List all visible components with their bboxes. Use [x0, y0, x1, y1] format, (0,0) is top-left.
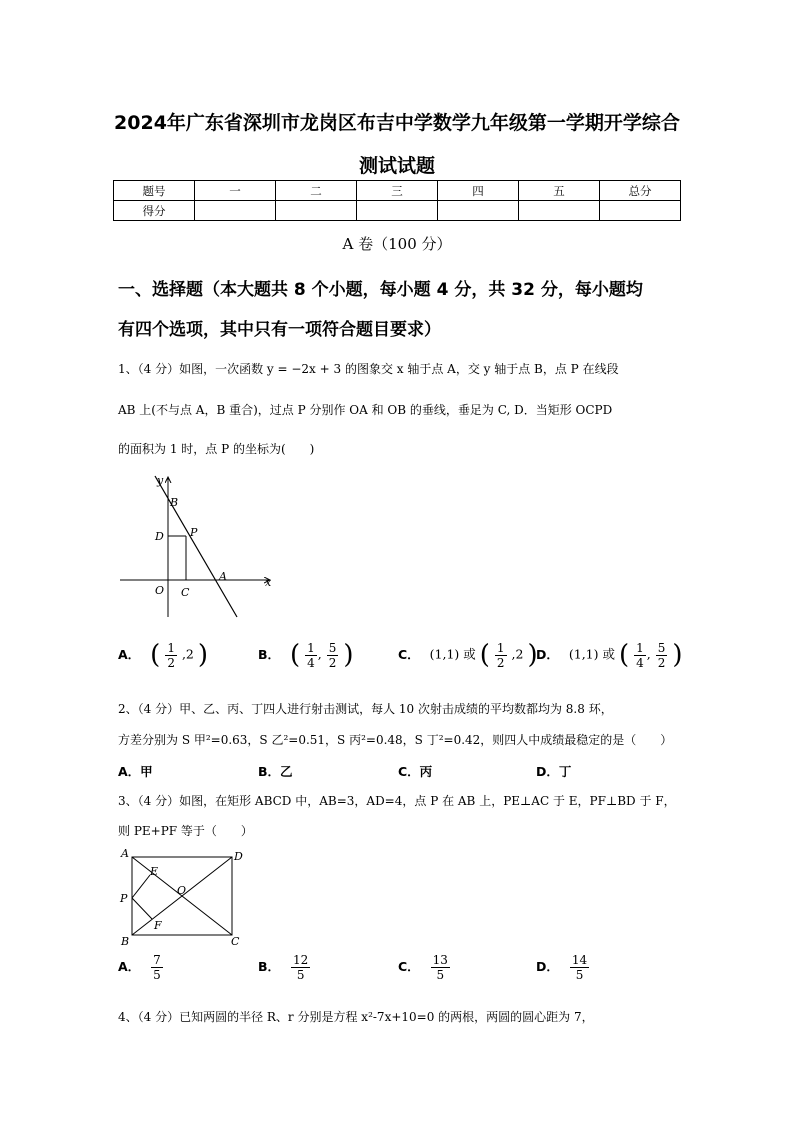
score-col-1: 一	[195, 181, 276, 201]
score-col-5: 五	[519, 181, 600, 201]
q1-figure	[115, 472, 280, 622]
q1-line3: 的面积为 1 时，点 P 的坐标为( )	[118, 442, 315, 456]
q3-d-den: 5	[575, 968, 584, 982]
q3-label-f: F	[154, 919, 162, 932]
q3-option-a-label: A．	[118, 959, 141, 974]
score-cell	[600, 201, 681, 221]
q1-label-b: B	[170, 496, 179, 509]
q3-segment-pf	[132, 898, 152, 919]
q1-label-p: P	[190, 526, 198, 539]
q2-option-a: A．甲	[118, 764, 153, 779]
q1-d-den1: 4	[636, 655, 644, 670]
doc-title-line2: 测试试题	[358, 155, 435, 177]
q1-b-num2: 5	[328, 640, 337, 655]
q1-label-d: D	[155, 530, 164, 543]
q1-option-d: D． (1,1) 或 ( $\frac{1}{4}$ , $\frac{5}{2}$ )	[536, 640, 683, 670]
q1-c-pre: (1,1) 或	[429, 646, 476, 662]
q1-option-d-label: D．	[536, 646, 559, 662]
q1-label-x: x	[265, 576, 272, 589]
q3-option-c	[398, 953, 451, 982]
score-cell	[438, 201, 519, 221]
q1-d-pre: (1,1) 或	[568, 646, 615, 662]
q1-label-c: C	[181, 586, 190, 599]
part1-heading-line1: 一、选择题（本大题共 8 个小题，每小题 4 分，共 32 分，每小题均	[118, 280, 643, 300]
score-table-header-label: 题号	[114, 181, 195, 201]
q3-option-d	[536, 953, 590, 982]
q1-d-num1: 1	[636, 640, 644, 655]
q1-c-tail: ,2	[511, 646, 524, 662]
q3-option-b-label: B．	[258, 959, 281, 974]
q1-a-tail: ,2	[181, 646, 194, 662]
q1-b-den2: 2	[328, 655, 337, 670]
q3-a-num: 7	[153, 953, 161, 967]
score-table-row-label: 得分	[114, 201, 195, 221]
q2-line2: 方差分别为 S 甲²=0.63，S 乙²=0.51，S 丙²=0.48，S 丁²=0.42，则四人中成绩最稳定的是（ ）	[118, 733, 673, 747]
q1-option-c: C． (1,1) 或 ( $\frac{1}{2}$ ,2 )	[398, 640, 538, 670]
q3-a-den: 5	[153, 968, 161, 982]
q1-d-num2: 5	[657, 640, 666, 655]
q1-c-den: 2	[496, 655, 505, 670]
q1-option-b: B． ( $\frac{1}{4}$ , $\frac{5}{2}$ )	[258, 640, 354, 670]
q1-a-num: 1	[167, 640, 175, 655]
q3-d-num: 14	[571, 953, 588, 967]
q3-label-d: D	[234, 850, 243, 863]
q1-line2: AB 上(不与点 A，B 重合)，过点 P 分别作 OA 和 OB 的垂线，垂足为 C, D．当矩形 OCPD	[118, 403, 613, 417]
q3-label-e: E	[150, 865, 159, 878]
q1-b-num1: 1	[307, 640, 315, 655]
q1-line-ab	[155, 476, 237, 617]
q1-line1: 1、（4 分）如图，一次函数 y = −2x + 3 的图象交 x 轴于点 A，交 y 轴于点 B，点 P 在线段	[118, 362, 619, 376]
q2-option-d: D．丁	[536, 764, 572, 779]
q3-c-den: 5	[436, 968, 445, 982]
q1-option-b-label: B．	[258, 646, 281, 662]
score-table-header-row	[114, 181, 681, 201]
score-cell	[276, 201, 357, 221]
score-cell	[519, 201, 600, 221]
q3-label-p: P	[120, 892, 128, 905]
q1-label-y: y	[157, 474, 164, 487]
q2-option-b: B．乙	[258, 764, 293, 779]
score-col-3: 三	[357, 181, 438, 201]
q2-line1: 2、（4 分）甲、乙、丙、丁四人进行射击测试，每人 10 次射击成绩的平均数都均为 8.8 环，	[118, 702, 613, 716]
score-col-2: 二	[276, 181, 357, 201]
q3-line2: 则 PE+PF 等于（ ）	[118, 824, 253, 838]
q1-option-a: A． ( $\frac{1}{2}$ ,2 )	[118, 640, 209, 670]
q3-option-b	[258, 953, 311, 982]
doc-title-line1: 2024年广东省深圳市龙岗区布吉中学数学九年级第一学期开学综合	[114, 112, 680, 134]
q3-option-d-label: D．	[536, 959, 559, 974]
q1-label-a: A	[219, 570, 227, 583]
q1-label-o: O	[155, 584, 165, 597]
score-col-4: 四	[438, 181, 519, 201]
q3-segment-pe	[132, 875, 150, 898]
q3-b-den: 5	[296, 968, 305, 982]
q3-b-num: 12	[293, 953, 309, 967]
q1-d-den2: 2	[657, 655, 666, 670]
part1-heading-line2: 有四个选项，其中只有一项符合题目要求）	[118, 320, 441, 340]
q3-line1: 3、（4 分）如图，在矩形 ABCD 中，AB=3，AD=4，点 P 在 AB 上，PE⊥AC 于 E，PF⊥BD 于 F，	[118, 794, 676, 808]
q3-label-a: A	[121, 847, 129, 860]
q3-option-a	[118, 953, 164, 982]
score-cell	[357, 201, 438, 221]
q1-a-den: 2	[167, 655, 175, 670]
q3-label-b: B	[121, 935, 130, 948]
q3-figure	[116, 847, 256, 952]
score-table	[113, 180, 681, 221]
score-col-total: 总分	[600, 181, 681, 201]
q1-option-a-label: A．	[118, 646, 141, 662]
q1-option-c-label: C．	[398, 646, 420, 662]
q4-line1: 4、（4 分）已知两圆的半径 R、r 分别是方程 x²-7x+10=0 的两根，两圆的圆心距为 7，	[118, 1010, 594, 1024]
q3-c-num: 13	[432, 953, 448, 967]
q1-b-den1: 4	[307, 655, 315, 670]
q3-label-o: O	[177, 884, 187, 897]
q3-option-c-label: C．	[398, 959, 420, 974]
q1-c-num: 1	[496, 640, 505, 655]
q2-option-c: C．丙	[398, 764, 433, 779]
score-table-score-row	[114, 201, 681, 221]
score-cell	[195, 201, 276, 221]
q3-label-c: C	[231, 935, 240, 948]
section-a-heading: A 卷（100 分）	[342, 235, 452, 253]
